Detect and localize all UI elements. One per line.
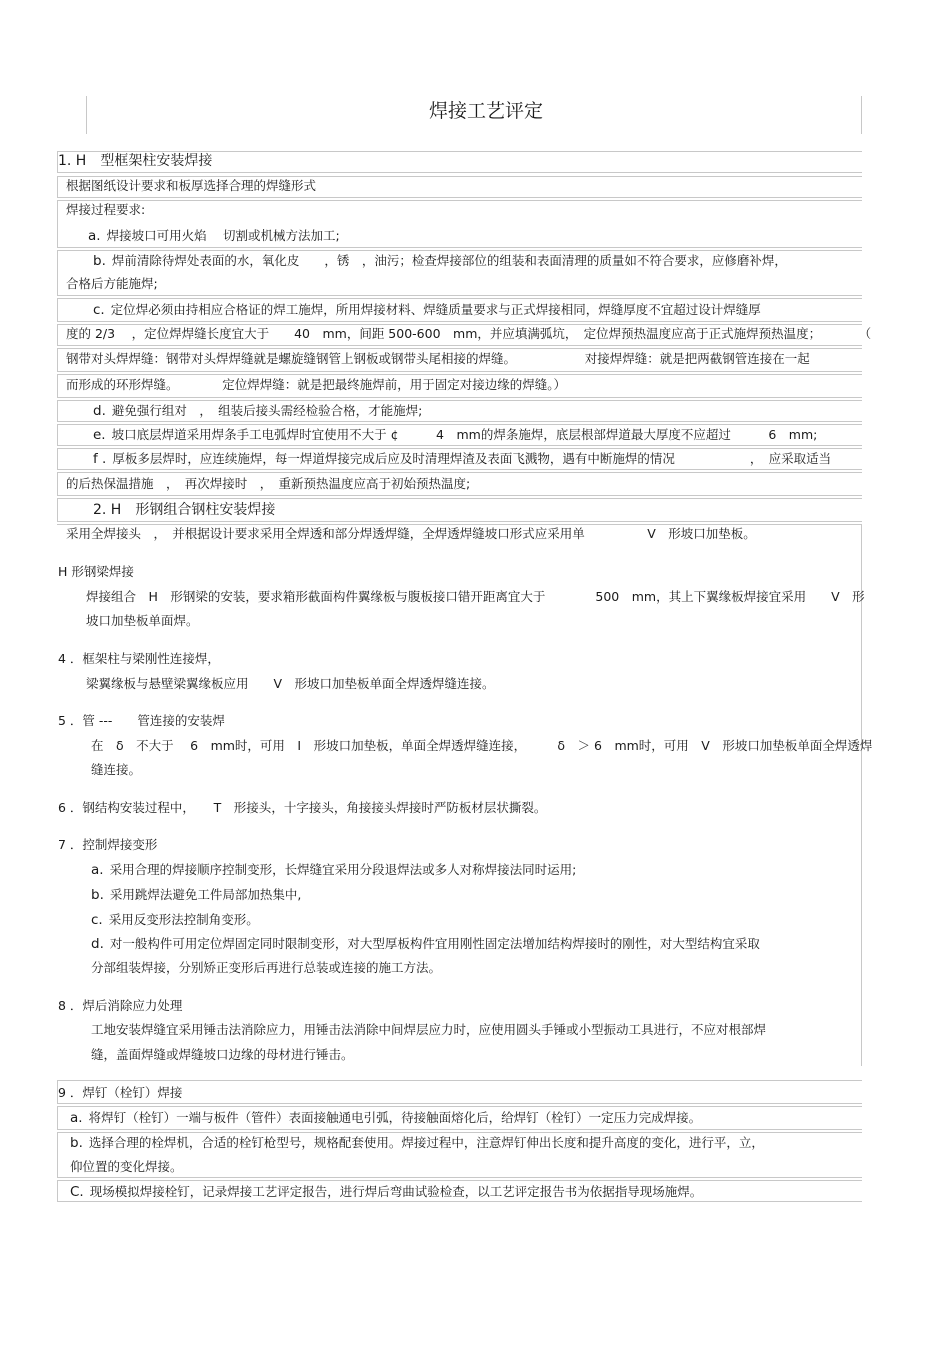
section-5-line: 在 δ 不大于 6 mm时，可用 I 形坡口加垫板，单面全焊透焊缝连接， δ ＞ 6 mm时，可用 V 形坡口加垫板单面全焊透焊 xyxy=(91,738,873,753)
item-b xyxy=(93,253,787,269)
section-8-heading: 8 ．焊后消除应力处理 xyxy=(58,998,183,1013)
section-2-heading: 2. H 形钢组合钢柱安装焊接 xyxy=(93,502,276,518)
section-5-heading: 5 ．管 --- 管连接的安装焊 xyxy=(58,713,225,728)
item-a xyxy=(70,1110,701,1126)
item-c-cont: 而形成的环形焊缝。 定位焊焊缝：就是把最终施焊前，用于固定对接边缘的焊缝。） xyxy=(66,377,567,392)
item-b xyxy=(70,1135,764,1151)
item-b xyxy=(91,887,301,903)
section-1-line: 根据图纸设计要求和板厚选择合理的焊缝形式 xyxy=(66,178,317,193)
item-text: 采用合理的焊接顺序控制变形，长焊缝宜采用分段退焊法或多人对称焊接法同时运用; xyxy=(109,862,577,877)
item-marker: a. xyxy=(91,862,104,878)
item-f xyxy=(93,451,831,467)
item-a xyxy=(88,228,340,244)
right-rule xyxy=(861,524,862,1066)
section-5-line: 缝连接。 xyxy=(91,762,142,777)
item-c xyxy=(91,912,259,928)
section-4-heading: 4 ．框架柱与梁刚性连接焊， xyxy=(58,651,220,666)
item-text: 将焊钉（栓钉）一端与板件（管件）表面接触通电引弧，待接触面熔化后，给焊钉（栓钉）一定压力完成焊接。 xyxy=(88,1110,702,1125)
item-text: 采用跳焊法避免工件局部加热集中, xyxy=(109,887,302,902)
section-6-heading: 6 ．钢结构安装过程中， T 形接头，十字接头，角接接头焊接时严防板材层状撕裂。 xyxy=(58,800,547,815)
item-text: 对一般构件可用定位焊固定同时限制变形，对大型厚板构件宜用刚性固定法增加结构焊接时的刚性，对大型结构宜采取 xyxy=(109,936,760,951)
section-8-line: 缝，盖面焊缝或焊缝坡口边缘的母材进行锤击。 xyxy=(91,1047,354,1062)
item-c-cont: 钢带对头焊焊缝：钢带对头焊焊缝就是螺旋缝钢管上钢板或钢带头尾相接的焊缝。 对接焊焊缝：就是把两截钢管连接在一起 xyxy=(66,351,810,366)
item-marker: d. xyxy=(91,936,104,952)
item-marker: b. xyxy=(93,253,106,269)
item-marker: b. xyxy=(91,887,104,903)
item-a xyxy=(91,862,576,878)
section-1-heading: 1. H 型框架柱安装焊接 xyxy=(58,153,213,169)
section-2-line: 采用全焊接头 ， 并根据设计要求采用全焊透和部分焊透焊缝，全焊透焊缝坡口形式应采用单 V 形坡口加垫板。 xyxy=(66,526,756,541)
item-text: 避免强行组对 ， 组装后接头需经检验合格，才能施焊; xyxy=(111,403,423,418)
item-b-cont: 仰位置的变化焊接。 xyxy=(70,1159,183,1174)
item-text: 焊接坡口可用火焰 切割或机械方法加工; xyxy=(106,228,340,243)
item-marker: a. xyxy=(70,1110,83,1126)
item-text: 焊前清除待焊处表面的水，氧化皮 ，锈 ，油污；检查焊接部位的组装和表面清理的质量如不符合要求，应修磨补焊， xyxy=(111,253,787,268)
row-rule xyxy=(57,524,862,525)
section-3-line: 坡口加垫板单面焊。 xyxy=(86,613,199,628)
section-1-line: 焊接过程要求: xyxy=(66,202,146,217)
section-9-heading: 9 ．焊钉（栓钉）焊接 xyxy=(58,1085,183,1100)
item-marker: c. xyxy=(93,302,105,318)
item-marker: f . xyxy=(93,451,107,467)
page-title: 焊接工艺评定 xyxy=(428,100,543,122)
item-d-cont: 分部组装焊接，分别矫正变形后再进行总装或连接的施工方法。 xyxy=(91,960,442,975)
item-text: 坡口底层焊道采用焊条手工电弧焊时宜使用不大于 ¢ 4 mm的焊条施焊，底层根部焊道最大厚度不应超过 6 mm; xyxy=(111,427,818,442)
section-4-line: 梁翼缘板与悬壁梁翼缘板应用 V 形坡口加垫板单面全焊透焊缝连接。 xyxy=(86,676,495,691)
item-d xyxy=(93,403,422,419)
item-marker: b. xyxy=(70,1135,83,1151)
item-d xyxy=(91,936,760,952)
item-marker: a. xyxy=(88,228,101,244)
item-text: 选择合理的栓焊机，合适的栓钉枪型号，规格配套使用。焊接过程中，注意焊钉伸出长度和提升高度的变化，进行平，立， xyxy=(88,1135,764,1150)
item-marker: c. xyxy=(91,912,103,928)
item-c-cont: 度的 2/3 ，定位焊焊缝长度宜大于 40 mm，间距 500-600 mm，并应填满弧坑， 定位焊预热温度应高于正式施焊预热温度； （ xyxy=(66,326,872,341)
item-text: 定位焊必须由持相应合格证的焊工施焊，所用焊接材料、焊缝质量要求与正式焊接相同，焊缝厚度不宜超过设计焊缝厚 xyxy=(110,302,761,317)
item-marker: e. xyxy=(93,427,106,443)
section-3-heading: H 形钢梁焊接 xyxy=(58,564,134,579)
item-f-cont: 的后热保温措施 ， 再次焊接时 ， 重新预热温度应高于初始预热温度; xyxy=(66,476,471,491)
item-c xyxy=(70,1184,702,1200)
item-text: 厚板多层焊时，应连续施焊，每一焊道焊接完成后应及时清理焊渣及表面飞溅物，遇有中断施焊的情况 ， 应采取适当 xyxy=(112,451,832,466)
item-b-cont: 合格后方能施焊; xyxy=(66,276,158,291)
section-8-line: 工地安装焊缝宜采用锤击法消除应力，用锤击法消除中间焊层应力时，应使用圆头手锤或小型振动工具进行，不应对根部焊 xyxy=(91,1022,767,1037)
item-c xyxy=(93,302,761,318)
section-3-line: 焊接组合 H 形钢梁的安装，要求箱形截面构件翼缘板与腹板接口错开距离宜大于 500 mm，其上下翼缘板焊接宜采用 V 形 xyxy=(86,589,865,604)
item-e xyxy=(93,427,817,443)
item-marker: C. xyxy=(70,1184,84,1200)
item-text: 采用反变形法控制角变形。 xyxy=(108,912,259,927)
item-text: 现场模拟焊接栓钉，记录焊接工艺评定报告，进行焊后弯曲试验检查，以工艺评定报告书为依据指导现场施焊。 xyxy=(89,1184,703,1199)
section-7-heading: 7 ．控制焊接变形 xyxy=(58,837,158,852)
item-marker: d. xyxy=(93,403,106,419)
